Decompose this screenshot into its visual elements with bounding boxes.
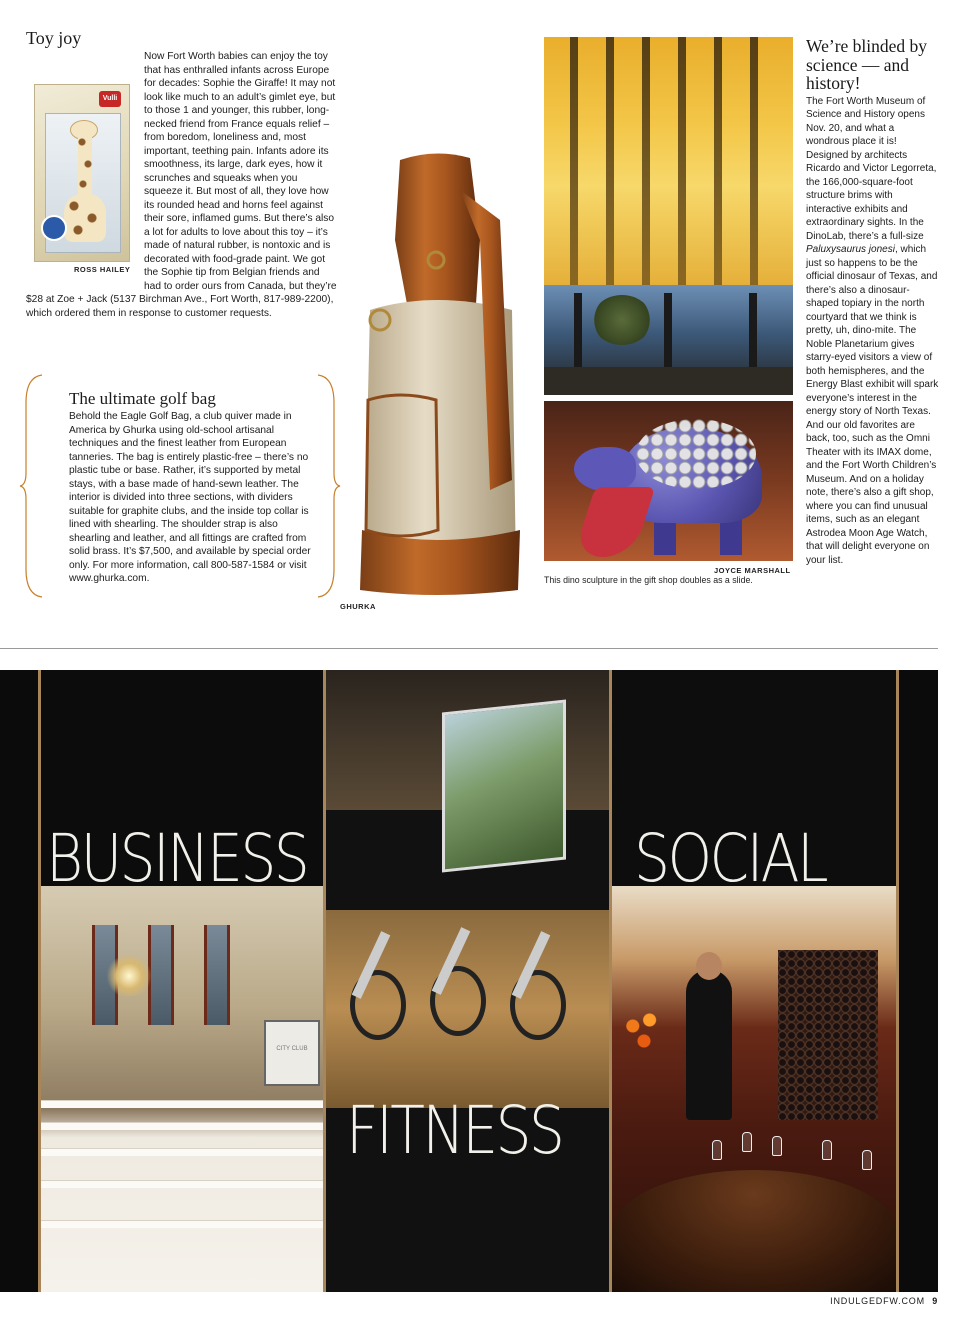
right-brace-ornament bbox=[316, 373, 342, 599]
chandelier bbox=[104, 956, 154, 996]
museum-interior-photo bbox=[544, 37, 793, 395]
toy-box-badge bbox=[41, 215, 67, 241]
dino-photo-caption: This dino sculpture in the gift shop doubles as a slide. bbox=[544, 575, 753, 585]
giraffe-neck bbox=[78, 132, 92, 202]
dino-tongue-slide bbox=[573, 487, 656, 557]
dino-head bbox=[574, 447, 636, 491]
dining-table bbox=[612, 1170, 896, 1292]
panel-border bbox=[609, 670, 612, 1292]
site-url: INDULGEDFW.COM bbox=[830, 1296, 925, 1306]
sommelier-head bbox=[696, 952, 722, 980]
page-number: 9 bbox=[932, 1296, 938, 1306]
banquet-room-photo bbox=[38, 886, 323, 1292]
dino-sculpture-photo bbox=[544, 401, 793, 561]
museum-body: The Fort Worth Museum of Science and History opens Nov. 20, and what a wondrous place it is! Designed by architects Ricardo and Victor Legorreta, the 166,000-square-foot structure brims with interactive exhibits and extraordinary sights. In the DinoLab, there’s a full-size Paluxysaurus jonesi, which just so happens to be the official dinosaur of Texas, and there’s also a dinosaur-shaped topiary in the north courtyard that we think is pretty, uh, dino-mite. The Noble Planetarium gives starry-eyed visitors a view of both hemispheres, and the Energy Blast exhibit will spark everyone’s interest in the energy story of North Texas. And our old favorites are back, too, such as the Omni Theater with its IMAX dome, and the Fort Worth Children’s Museum. And on a holiday note, there’s also a gift shop, where you can find unusual items, such as an elegant Astrodea Moon Age Watch, that will delight everyone on your list. bbox=[806, 95, 939, 566]
toy-joy-article bbox=[26, 28, 338, 320]
left-brace-ornament bbox=[18, 373, 44, 599]
panel-border bbox=[38, 670, 41, 1292]
giraffe-body bbox=[64, 194, 106, 242]
vulli-logo: Vulli bbox=[99, 91, 121, 107]
toy-joy-body: Now Fort Worth babies can enjoy the toy that has enthralled infants across Europe for decades: Sophie the Giraffe! It may not look like much to an adult’s gimlet eye, but to those 1 and younger, this rubber, long-necked friend from France equals relief – from boredom, loneliness and, most important, teething pain. Infants adore its smoothness, its large, dark eyes, how it scrunches and squeaks when you squeeze it. But most of all, they love how its rounded head and horns feel against their sore, inflamed gums. But there’s also a lot for adults to love about this toy – it’s made of natural rubber, is nontoxic and is decorated with food-grade paint. We got the Sophie tip from Belgian friends and had to order ours from Canada, but they’re $28 at Zoe + Jack (5137 Birchman Ave., Fort Worth, 817-989-2200), which ordered them in response to customer requests. bbox=[26, 51, 337, 319]
sophie-giraffe-photo bbox=[26, 78, 136, 278]
museum-headline: We’re blinded by science — and history! bbox=[806, 36, 928, 93]
fitness-panel bbox=[326, 670, 609, 1292]
fitness-label: FITNESS bbox=[346, 1092, 563, 1169]
golf-bag-article bbox=[69, 390, 315, 586]
business-panel bbox=[38, 670, 323, 1292]
page-footer bbox=[830, 1296, 938, 1306]
museum-floor bbox=[544, 367, 793, 395]
panel-border bbox=[323, 670, 326, 1292]
social-label: SOCIAL bbox=[634, 820, 827, 897]
cycling-video-screen bbox=[442, 699, 566, 872]
business-label: BUSINESS bbox=[46, 820, 308, 897]
section-divider bbox=[0, 648, 938, 649]
toy-photo-credit: ROSS HAILEY bbox=[74, 265, 131, 274]
golf-bag-photo bbox=[340, 150, 525, 595]
dinosaur-species-name: Paluxysaurus jonesi bbox=[806, 244, 895, 255]
museum-article bbox=[806, 37, 940, 567]
wine-rack bbox=[778, 950, 878, 1120]
courtyard-tree bbox=[592, 295, 652, 345]
social-panel bbox=[612, 670, 896, 1292]
golf-photo-credit: GHURKA bbox=[340, 602, 376, 611]
toy-box bbox=[34, 84, 130, 262]
panel-border bbox=[896, 670, 899, 1292]
dino-spikes bbox=[636, 419, 756, 489]
golf-bag-headline: The ultimate golf bag bbox=[69, 389, 216, 408]
golf-bag-collar bbox=[395, 153, 480, 320]
toy-joy-headline: Toy joy bbox=[26, 28, 82, 48]
presentation-screen: CITY CLUB bbox=[264, 1020, 320, 1086]
sommelier bbox=[686, 970, 732, 1120]
golf-bag-body: Behold the Eagle Golf Bag, a club quiver made in America by Ghurka using old-school artisanal techniques and the finest leather from European tanneries. The bag is entirely plastic-free – there’s no plastic tube or base. Rather, it’s supported by metal stays, with a base made of hand-sewn leather. The interior is divided into three sections, with dividers suitable for graphite clubs, and the inside top collar is lined with shearling. The shoulder strap is also shearling and leather, and all fittings are crafted from solid brass. It’s $7,500, and available by special order only. For more information, call 800-587-1584 or visit www.ghurka.com. bbox=[69, 411, 311, 584]
dino-photo-credit: JOYCE MARSHALL bbox=[714, 566, 791, 575]
flower-arrangement bbox=[616, 1002, 672, 1062]
